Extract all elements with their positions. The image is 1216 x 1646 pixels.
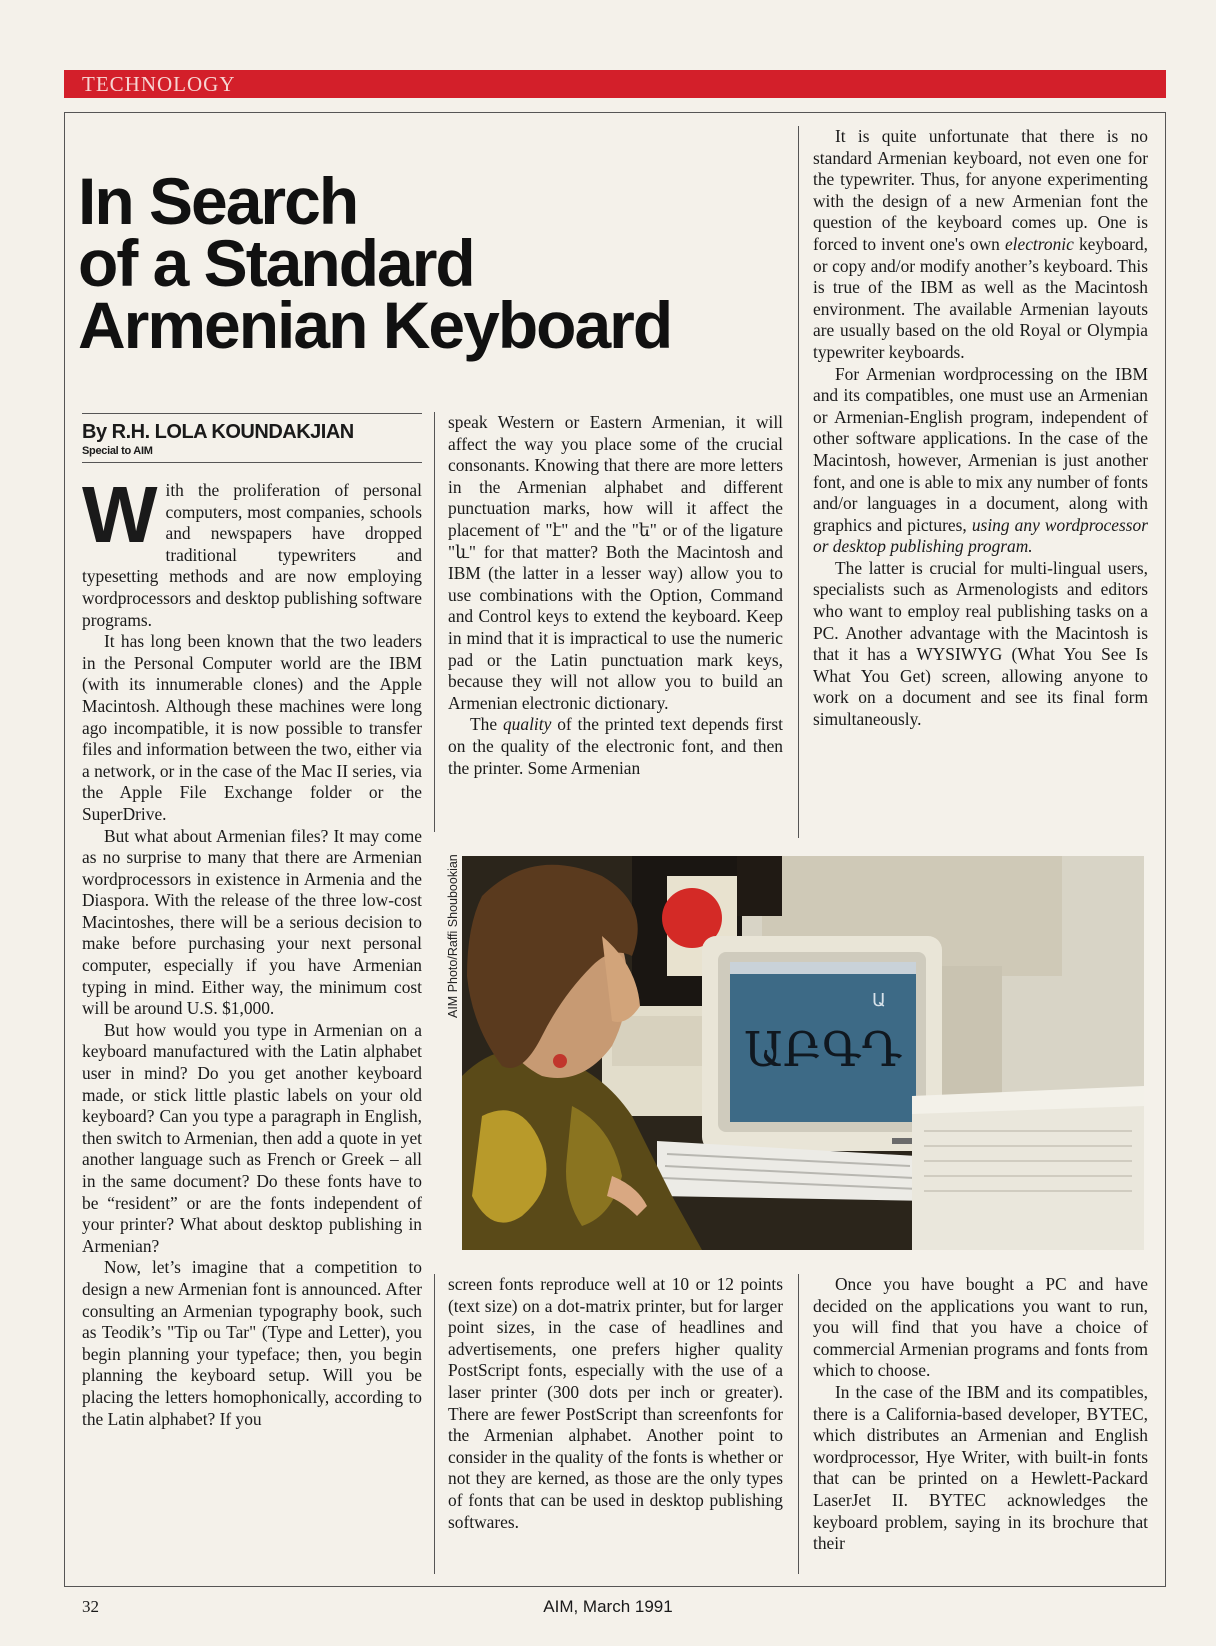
article-photo <box>462 856 1144 1250</box>
paragraph: Now, let’s imagine that a competition to design a new Armenian font is announced. After consulting an Armenian typography book, such as Teodik’s "Tip ou Tar" (Type and Letter), you begin planning your typeface; then, you begin planning the keyboard setup. Will you be placing the letters homophonically, according to the Latin alphabet? If you <box>82 1257 422 1429</box>
headline-line-3: Armenian Keyboard <box>78 288 672 362</box>
column-rule-3 <box>434 1274 435 1574</box>
paragraph: But what about Armenian files? It may come as no surprise to many that there are Armenian wordprocessors in existence in Armenia and the Diaspora. With the release of the three low-cost Macintoshes, there will be a serious decision to make before purchasing your next personal computer, especially if you have Armenian typing in mind. Either way, the minimum cost will be around U.S. $1,000. <box>82 825 422 1019</box>
column-rule-1 <box>434 412 435 832</box>
section-header: TECHNOLOGY <box>64 70 1166 98</box>
drop-cap: W <box>82 480 158 559</box>
article-column-2-bottom <box>448 1274 783 1574</box>
column-rule-2 <box>798 126 799 838</box>
paragraph: It has long been known that the two leaders in the Personal Computer world are the IBM (with its innumerable clones) and the Apple Macintosh. Although these machines were long ago incompatible, it is now possible to transfer files and information between the two, either via a network, or in the case of the Mac II series, via the Apple File Exchange folder or the SuperDrive. <box>82 631 422 824</box>
paragraph-text: It is quite unfortunate that there is no standard Armenian keyboard, not even one for the typewriter. Thus, for anyone experimenting with the design of a new Armenian font the question of the keyboard comes up. One is forced to invent one's own <box>813 126 1148 254</box>
page-footer: AIM, March 1991 <box>543 1597 673 1616</box>
paragraph: screen fonts reproduce well at 10 or 12 points (text size) on a dot-matrix printer, but for larger point sizes, in the case of headlines and advertisements, one prefers higher quality PostScript fonts, especially with the use of a laser printer (300 dots per inch or greater). There are fewer PostScript than screenfonts for the Armenian alphabet. Another point to consider in the quality of the fonts is whether or not they are kerned, as those are the only types of fonts that can be used in desktop publishing softwares. <box>448 1274 783 1532</box>
paragraph <box>813 126 1148 364</box>
author-byline: By R.H. LOLA KOUNDAKJIAN <box>82 421 354 443</box>
emphasis: electronic <box>1004 233 1074 254</box>
byline-box <box>82 413 422 463</box>
monitor-screen-text: ԱԲԳԴ <box>744 1022 903 1078</box>
article-headline <box>78 164 778 362</box>
paragraph: But how would you type in Armenian on a keyboard manufactured with the Latin alphabet user in mind? Do you get another keyboard made, or stick little plastic labels on your old keyboard? Can you type a paragraph in English, then switch to Armenian, then add a quote in yet another language such as French or Greek – all in the same document? Do these fonts have to be “resident” or are the fonts independent of your printer? What about desktop publishing in Armenian? <box>82 1019 422 1256</box>
photo-illustration <box>462 856 1144 1250</box>
paragraph <box>813 364 1148 558</box>
emphasis: using any wordprocessor or desktop publishing program. <box>813 514 1148 557</box>
page-number: 32 <box>82 1597 99 1616</box>
paragraph: Once you have bought a PC and have decided on the applications you want to run, you will find that you have a choice of commercial Armenian programs and fonts from which to choose. <box>813 1274 1148 1381</box>
special-credit: Special to AIM <box>82 445 153 457</box>
paragraph-text: For Armenian wordprocessing on the IBM and its compatibles, one must use an Armenian or Armenian-English program, independent of other software applications. In the case of the Macintosh, however, Armenian is just another font, and one is able to mix any number of fonts and/or languages in a document, along with graphics and pictures, <box>813 363 1148 535</box>
paragraph-text: ith the proliferation of personal computers, most companies, schools and newspapers have dropped traditional typewriters and typesetting methods and are now employing wordprocessors and desktop publishing software programs. <box>82 480 422 630</box>
paragraph <box>82 480 422 631</box>
headline-line-2: of a Standard <box>78 226 474 300</box>
paragraph: In the case of the IBM and its compatibles, there is a California-based developer, BYTEC, which distributes an Armenian and English wordprocessor, Hye Writer, with built-in fonts that can be printed on a Hewlett-Packard LaserJet II. BYTEC acknowledges the keyboard problem, saying in its brochure that their <box>813 1381 1148 1554</box>
article-column-3-bottom <box>813 1274 1148 1574</box>
emphasis: quality <box>502 714 552 735</box>
article-column-1 <box>82 480 422 1568</box>
paragraph-text: keyboard, or copy and/or modify another’s keyboard. This is true of the IBM as well as the Macintosh environment. The available Armenian layouts are usually based on the old Royal or Olympia typewriter keyboards. <box>813 233 1148 362</box>
paragraph <box>448 714 783 779</box>
monitor-screen-corner: Ա <box>872 990 886 1011</box>
headline-line-1: In Search <box>78 164 358 238</box>
column-rule-4 <box>798 1274 799 1574</box>
article-column-2-top <box>448 412 783 832</box>
photo-credit: AIM Photo/Raffi Shoubookian <box>446 854 460 1018</box>
paragraph: The latter is crucial for multi-lingual users, specialists such as Armenologists and editors who want to employ real publishing tasks on a PC. Another advantage with the Macintosh is that it has a WYSIWYG (What You See Is What You Get) screen, allowing anyone to work on a document and see its final form simultaneously. <box>813 557 1148 730</box>
paragraph-text: of the printed text depends first on the quality of the electronic font, and then the printer. Some Armenian <box>448 714 783 778</box>
paragraph-text: The <box>470 714 503 735</box>
article-column-3-top <box>813 126 1148 838</box>
paragraph: speak Western or Eastern Armenian, it will affect the way you place some of the crucial consonants. Knowing that there are more letters in the Armenian alphabet and different punctuation marks, how will it affect the placement of "է" and the "ե" or of the ligature "և" for that matter? Both the Macintosh and IBM (the latter in a lesser way) allow you to use combinations with the Option, Command and Control keys to extend the keyboard. Keep in mind that it is impractical to use the numeric pad or the Latin punctuation mark keys, because they will not allow you to build an Armenian electronic dictionary. <box>448 412 783 713</box>
